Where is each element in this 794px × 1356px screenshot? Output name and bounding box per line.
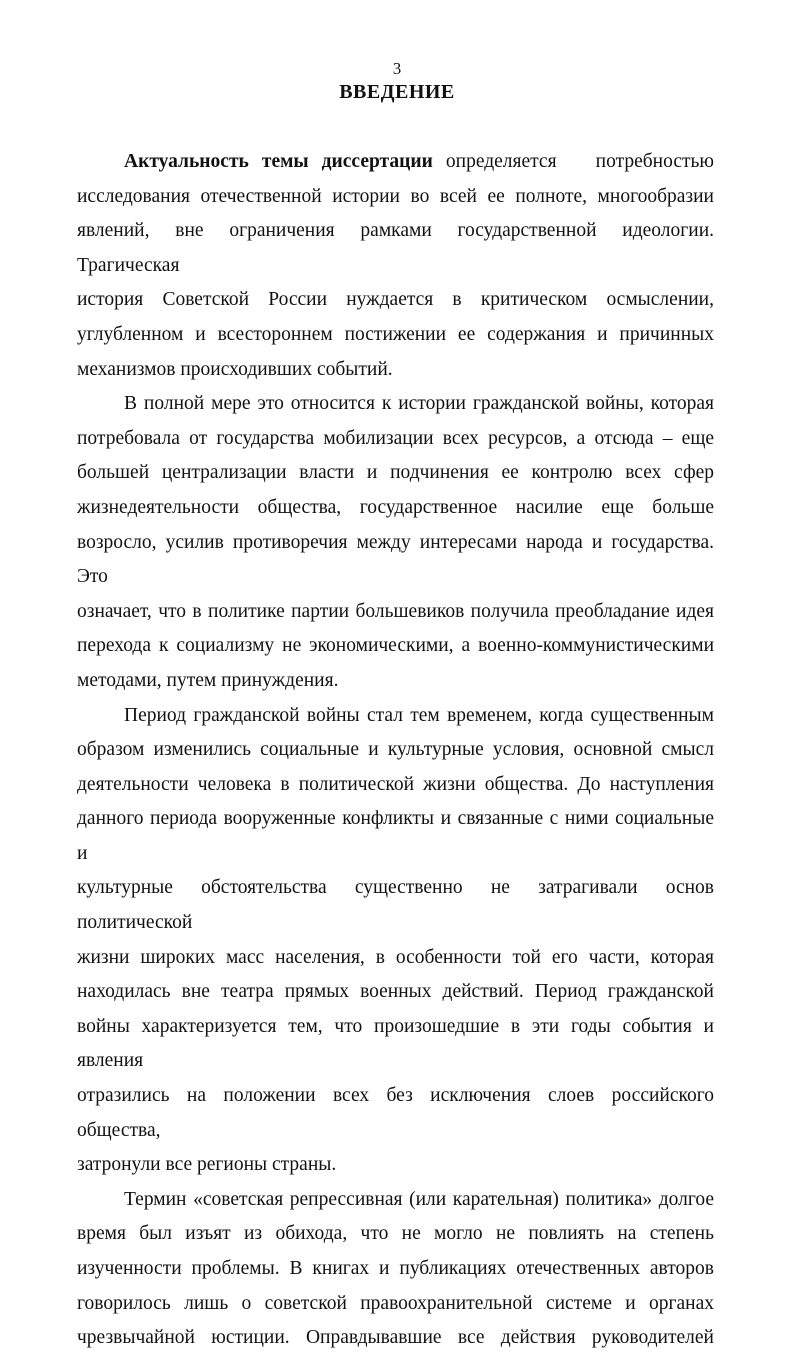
paragraph-line: чрезвычайной юстиции. Оправдывавшие все действия руководителей (77, 1327, 714, 1349)
paragraph-line: Период гражданской войны стал тем временем, когда существенным (124, 704, 714, 726)
paragraph-line: потребовала от государства мобилизации всех ресурсов, а отсюда – еще (77, 427, 714, 449)
paragraph-line: войны характеризуется тем, что произошедшие в эти годы события и явления (77, 1015, 714, 1072)
paragraph-line: возросло, усилив противоречия между интересами народа и государства. Это (77, 531, 714, 588)
paragraph-period (77, 699, 714, 1183)
paragraph-line: жизнедеятельности общества, государственное насилие еще больше (77, 496, 714, 518)
page-number: 3 (392, 59, 402, 78)
relevance-lead: Актуальность темы диссертации (124, 151, 433, 172)
paragraph-line: механизмов происходивших событий. (77, 358, 393, 380)
paragraph-line: данного периода вооруженные конфликты и связанные с ними социальные и (77, 808, 714, 864)
paragraph-line: Термин «советская репрессивная (или карательная) политика» долгое (124, 1188, 714, 1210)
section-heading: ВВЕДЕНИЕ (339, 81, 455, 103)
paragraph-line: затронули все регионы страны. (77, 1154, 337, 1176)
paragraph-line: Актуальность темы диссертации определяется потребностью (124, 151, 714, 172)
paragraph-line: время был изъят из обихода, что не могло не повлиять на степень (77, 1223, 714, 1245)
paragraph-line: В полной мере это относится к истории гражданской войны, которая (124, 393, 714, 415)
paragraph-line: углубленном и всестороннем постижении ее содержания и причинных (77, 323, 714, 345)
paragraph-line: большей централизации власти и подчинения ее контролю всех сфер (77, 462, 714, 484)
body-text (77, 145, 714, 1356)
paragraph-term (77, 1183, 714, 1356)
paragraph-line: изученности проблемы. В книгах и публикациях отечественных авторов (77, 1258, 714, 1279)
paragraph-line: жизни широких масс населения, в особенности той его части, которая (77, 946, 714, 968)
paragraph-line: говорилось лишь о советской правоохранительной системе и органах (77, 1292, 714, 1314)
paragraph-line: явлений, вне ограничения рамками государственной идеологии. Трагическая (77, 220, 714, 276)
paragraph-civil-war (77, 387, 714, 698)
paragraph-line: методами, путем принуждения. (77, 669, 339, 691)
paragraph-line: исследования отечественной истории во всей ее полноте, многообразии (77, 185, 714, 207)
paragraph-line: находилась вне театра прямых военных действий. Период гражданской (77, 981, 714, 1003)
paragraph-line: история Советской России нуждается в критическом осмыслении, (77, 289, 714, 311)
paragraph-line: отразились на положении всех без исключения слоев российского общества, (77, 1085, 714, 1141)
paragraph-relevance (77, 145, 714, 387)
paragraph-line: перехода к социализму не экономическими, а военно-коммунистическими (77, 635, 714, 657)
paragraph-line: означает, что в политике партии большевиков получила преобладание идея (77, 600, 714, 622)
paragraph-line: культурные обстоятельства существенно не затрагивали основ политической (77, 877, 714, 934)
paragraph-line: образом изменились социальные и культурные условия, основной смысл (77, 739, 714, 761)
paragraph-line: деятельности человека в политической жизни общества. До наступления (77, 773, 714, 795)
